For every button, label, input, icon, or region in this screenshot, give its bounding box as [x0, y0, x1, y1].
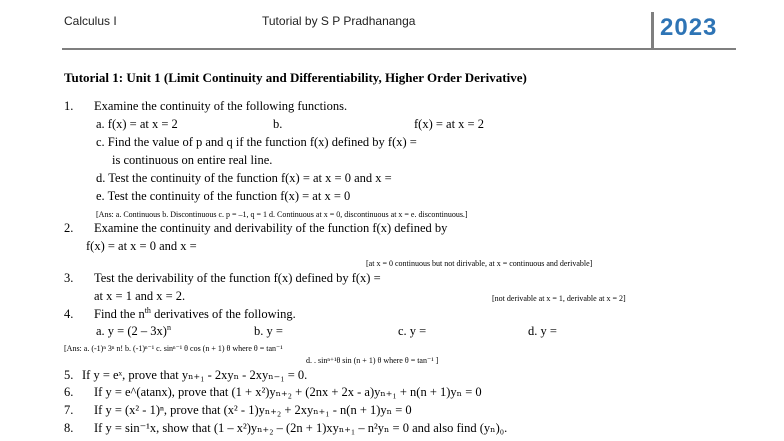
- q1-e: e. Test the continuity of the function f(x) = at x = 0: [96, 189, 351, 203]
- q1-c-line2: is continuous on entire real line.: [112, 153, 273, 167]
- q1-b: b.: [273, 117, 283, 131]
- q8-text: If y = sin⁻¹x, show that (1 – x²)yₙ₊₂ – (2n + 1)xyₙ₊₁ – n²yₙ = 0 and also find (yₙ)₀.: [94, 421, 508, 435]
- q1-d: d. Test the continuity of the function f(x) = at x = 0 and x =: [96, 171, 392, 185]
- q4-c: c. y =: [398, 324, 427, 338]
- q2-number: 2.: [64, 221, 74, 235]
- header-vertical-rule: [651, 12, 654, 48]
- q4-number: 4.: [64, 307, 74, 321]
- q4-text-rest: derivatives of the following.: [150, 307, 296, 321]
- q5-text: If y = eˣ, prove that yₙ₊₁ - 2xyₙ - 2xyₙ₋₁ = 0.: [82, 368, 308, 382]
- q3-number: 3.: [64, 271, 74, 285]
- q4-b: b. y =: [254, 324, 283, 338]
- q4-answers-line1: [Ans: a. (-1)ⁿ 3ⁿ n! b. (-1)ⁿ⁻¹ c. sinⁿ⁻¹ θ cos (n + 1) θ where θ = tan⁻¹: [64, 344, 283, 353]
- q7-number: 7.: [64, 403, 74, 417]
- q7-text: If y = (x² - 1)ⁿ, prove that (x² - 1)yₙ₊₂ + 2xyₙ₊₁ - n(n + 1)yₙ = 0: [94, 403, 412, 417]
- q4-text: [94, 307, 296, 322]
- tutor-name: Tutorial by S P Pradhananga: [262, 14, 416, 28]
- course-name: Calculus I: [64, 14, 117, 28]
- tutorial-title: Tutorial 1: Unit 1 (Limit Continuity and Differentiability, Higher Order Derivative): [64, 70, 527, 85]
- q1-number: 1.: [64, 99, 74, 113]
- header-rule: [62, 48, 736, 50]
- year-label: 2023: [660, 14, 718, 41]
- q1-b-equation: f(x) = at x = 2: [414, 117, 484, 131]
- q4-a-text: a. y = (2 – 3x): [96, 324, 167, 338]
- q4-a: [96, 324, 171, 339]
- q5-number: 5.: [64, 368, 74, 382]
- q6-text: If y = e^(atanx), prove that (1 + x²)yₙ₊₂ + (2nx + 2x - a)yₙ₊₁ + n(n + 1)yₙ = 0: [94, 385, 482, 399]
- q3-answer: [not derivable at x = 1, derivable at x = 2]: [492, 294, 626, 303]
- q2-text: Examine the continuity and derivability of the function f(x) defined by: [94, 221, 448, 235]
- q1-c-line1: c. Find the value of p and q if the function f(x) defined by f(x) =: [96, 135, 417, 149]
- q6-number: 6.: [64, 385, 74, 399]
- q4-d: d. y =: [528, 324, 557, 338]
- q3-text: Test the derivability of the function f(x) defined by f(x) =: [94, 271, 381, 285]
- q1-a: a. f(x) = at x = 2: [96, 117, 178, 131]
- q8-number: 8.: [64, 421, 74, 435]
- q3-line2: at x = 1 and x = 2.: [94, 289, 186, 303]
- q2-line2: f(x) = at x = 0 and x =: [86, 239, 197, 253]
- q4-text-th: th: [144, 305, 151, 315]
- q1-text: Examine the continuity of the following functions.: [94, 99, 348, 113]
- q4-text-find: Find the n: [94, 307, 145, 321]
- q4-a-sup: n: [166, 322, 171, 332]
- q4-answers-line2: d. . sinⁿ⁺¹θ sin (n + 1) θ where θ = tan⁻¹ ]: [306, 356, 439, 365]
- q2-answer: [at x = 0 continuous but not dirivable, at x = continuous and derivable]: [366, 259, 593, 268]
- q1-answers: [Ans: a. Continuous b. Discontinuous c. p = –1, q = 1 d. Continuous at x = 0, discontinuous at x = e. discontinuous.]: [96, 210, 468, 219]
